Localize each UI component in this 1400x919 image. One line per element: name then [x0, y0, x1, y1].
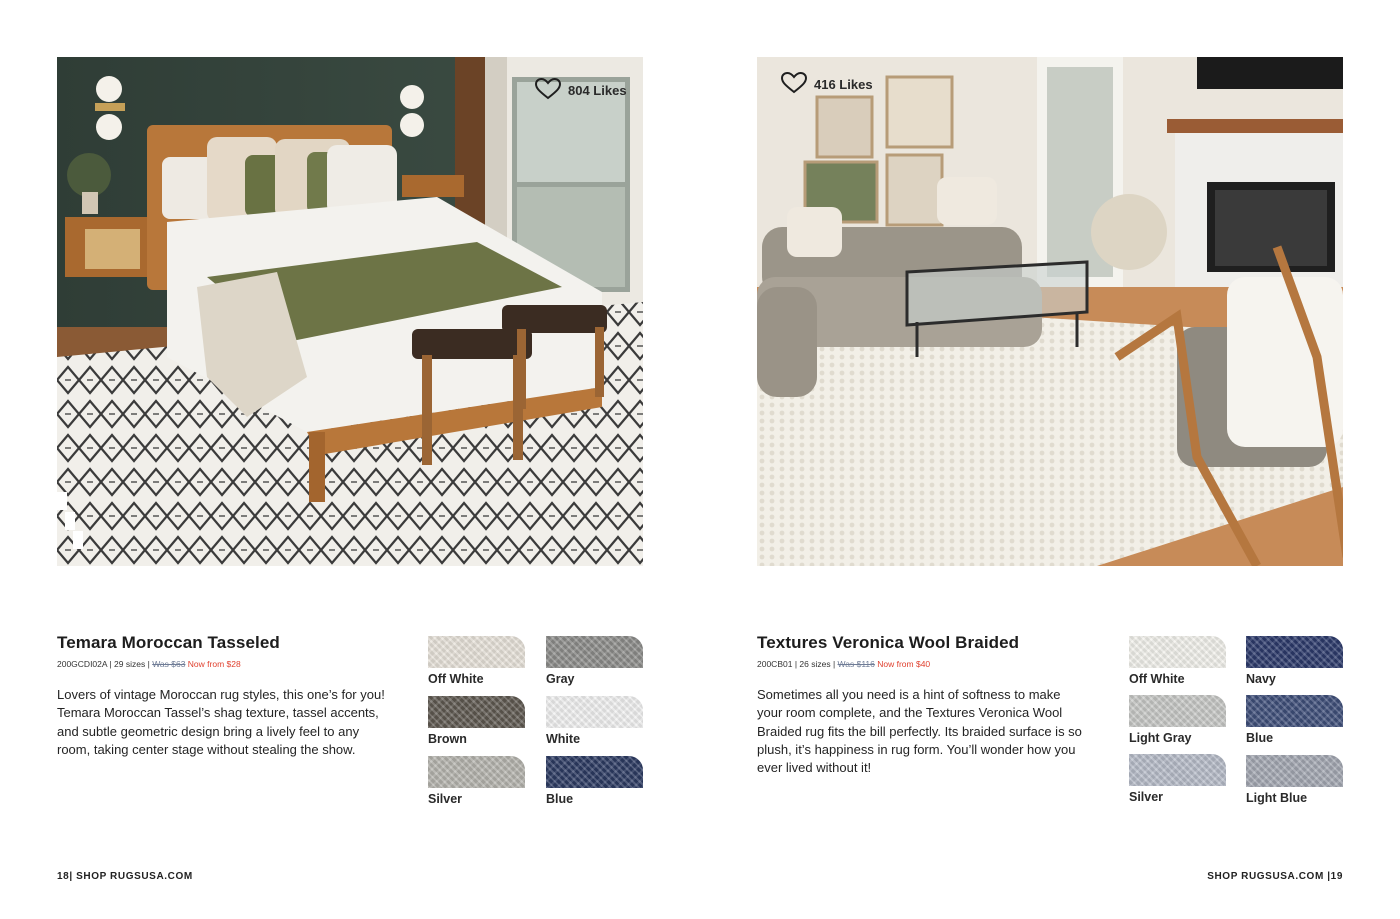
- swatch-chip[interactable]: [428, 636, 525, 668]
- product-sku: 200GCDI02A: [57, 659, 108, 669]
- likes-count: 804 Likes: [568, 83, 627, 98]
- swatch-off-white[interactable]: [428, 636, 525, 686]
- swatch-label: Blue: [546, 792, 574, 806]
- swatch-label: Off White: [428, 672, 484, 686]
- swatch-label: Silver: [1129, 790, 1164, 804]
- swatch-silver[interactable]: [1129, 754, 1226, 804]
- product-meta: 200CB01 | 26 sizes | Was $116 Now from $40: [757, 659, 931, 669]
- swatch-off-white[interactable]: [1129, 636, 1226, 686]
- swatch-chip[interactable]: [428, 756, 525, 788]
- footer-separator: |: [69, 871, 73, 882]
- product-sizes: 29 sizes: [114, 659, 146, 669]
- price-now: Now from $28: [187, 659, 241, 669]
- swatch-chip[interactable]: [1129, 754, 1226, 786]
- swatch-brown[interactable]: [428, 696, 525, 746]
- living-room-photo: [757, 57, 1343, 566]
- swatch-label: Blue: [1246, 731, 1274, 745]
- price-was: Was $63: [152, 659, 186, 669]
- swatch-label: Silver: [428, 792, 463, 806]
- price-was: Was $116: [837, 659, 875, 669]
- swatch-label: Off White: [1129, 672, 1185, 686]
- swatch-chip[interactable]: [1129, 636, 1226, 668]
- swatch-chip[interactable]: [546, 696, 643, 728]
- swatch-chip[interactable]: [546, 636, 643, 668]
- footer-site-link[interactable]: SHOP RUGSUSA.COM: [76, 871, 193, 882]
- swatch-chip[interactable]: [1246, 695, 1343, 727]
- product-sku: 200CB01: [757, 659, 793, 669]
- page-number: 18: [57, 871, 70, 882]
- footer-separator: |: [1327, 871, 1331, 882]
- swatch-chip[interactable]: [1246, 636, 1343, 668]
- bedroom-scene-image: [57, 57, 643, 566]
- swatch-label: Brown: [428, 732, 467, 746]
- swatch-silver[interactable]: [428, 756, 525, 806]
- product-description: Lovers of vintage Moroccan rug styles, this one’s for you! Temara Moroccan Tassel’s shag texture, tassel accents, and subtle geometric design bring a lively feel to any room, taking center stage without stealing the show.: [57, 687, 385, 757]
- swatch-label: White: [546, 732, 581, 746]
- heart-outline-icon[interactable]: [535, 78, 561, 103]
- product-description: Sometimes all you need is a hint of softness to make your room complete, and the Textures Veronica Wool Braided rug fits the bill perfectly. Its braided surface is so plush, it’s happiness in rug form. You’ll wonder how you ever lived without it!: [757, 687, 1082, 776]
- product-title[interactable]: Temara Moroccan Tasseled: [57, 633, 280, 652]
- product-sizes: 26 sizes: [799, 659, 831, 669]
- page-footer: [1207, 871, 1343, 882]
- swatch-blue[interactable]: [1246, 695, 1343, 745]
- swatch-chip[interactable]: [1246, 755, 1343, 787]
- product-title[interactable]: Textures Veronica Wool Braided: [757, 633, 1020, 652]
- swatch-chip[interactable]: [546, 756, 643, 788]
- heart-outline-icon[interactable]: [781, 72, 807, 97]
- swatch-label: Gray: [546, 672, 575, 686]
- likes-counter[interactable]: [535, 78, 627, 103]
- swatch-gray[interactable]: [546, 636, 643, 686]
- swatch-label: Navy: [1246, 672, 1276, 686]
- page-number: 19: [1330, 871, 1343, 882]
- swatch-label: Light Gray: [1129, 731, 1192, 745]
- swatch-chip[interactable]: [428, 696, 525, 728]
- product-meta: 200GCDI02A | 29 sizes | Was $63 Now from $28: [57, 659, 241, 669]
- swatch-light-blue[interactable]: [1246, 755, 1343, 805]
- page-footer: [57, 871, 193, 882]
- swatch-light-gray[interactable]: [1129, 695, 1226, 745]
- swatch-label: Light Blue: [1246, 791, 1308, 805]
- living-room-scene-image: [757, 57, 1343, 566]
- price-now: Now from $40: [877, 659, 931, 669]
- swatch-blue[interactable]: [546, 756, 643, 806]
- footer-site-link[interactable]: SHOP RUGSUSA.COM: [1207, 871, 1324, 882]
- swatch-white[interactable]: [546, 696, 643, 746]
- bedroom-photo: [57, 57, 643, 566]
- likes-count: 416 Likes: [814, 77, 873, 92]
- swatch-navy[interactable]: [1246, 636, 1343, 686]
- likes-counter[interactable]: [781, 72, 873, 97]
- swatch-chip[interactable]: [1129, 695, 1226, 727]
- catalog-page-right: [700, 0, 1400, 919]
